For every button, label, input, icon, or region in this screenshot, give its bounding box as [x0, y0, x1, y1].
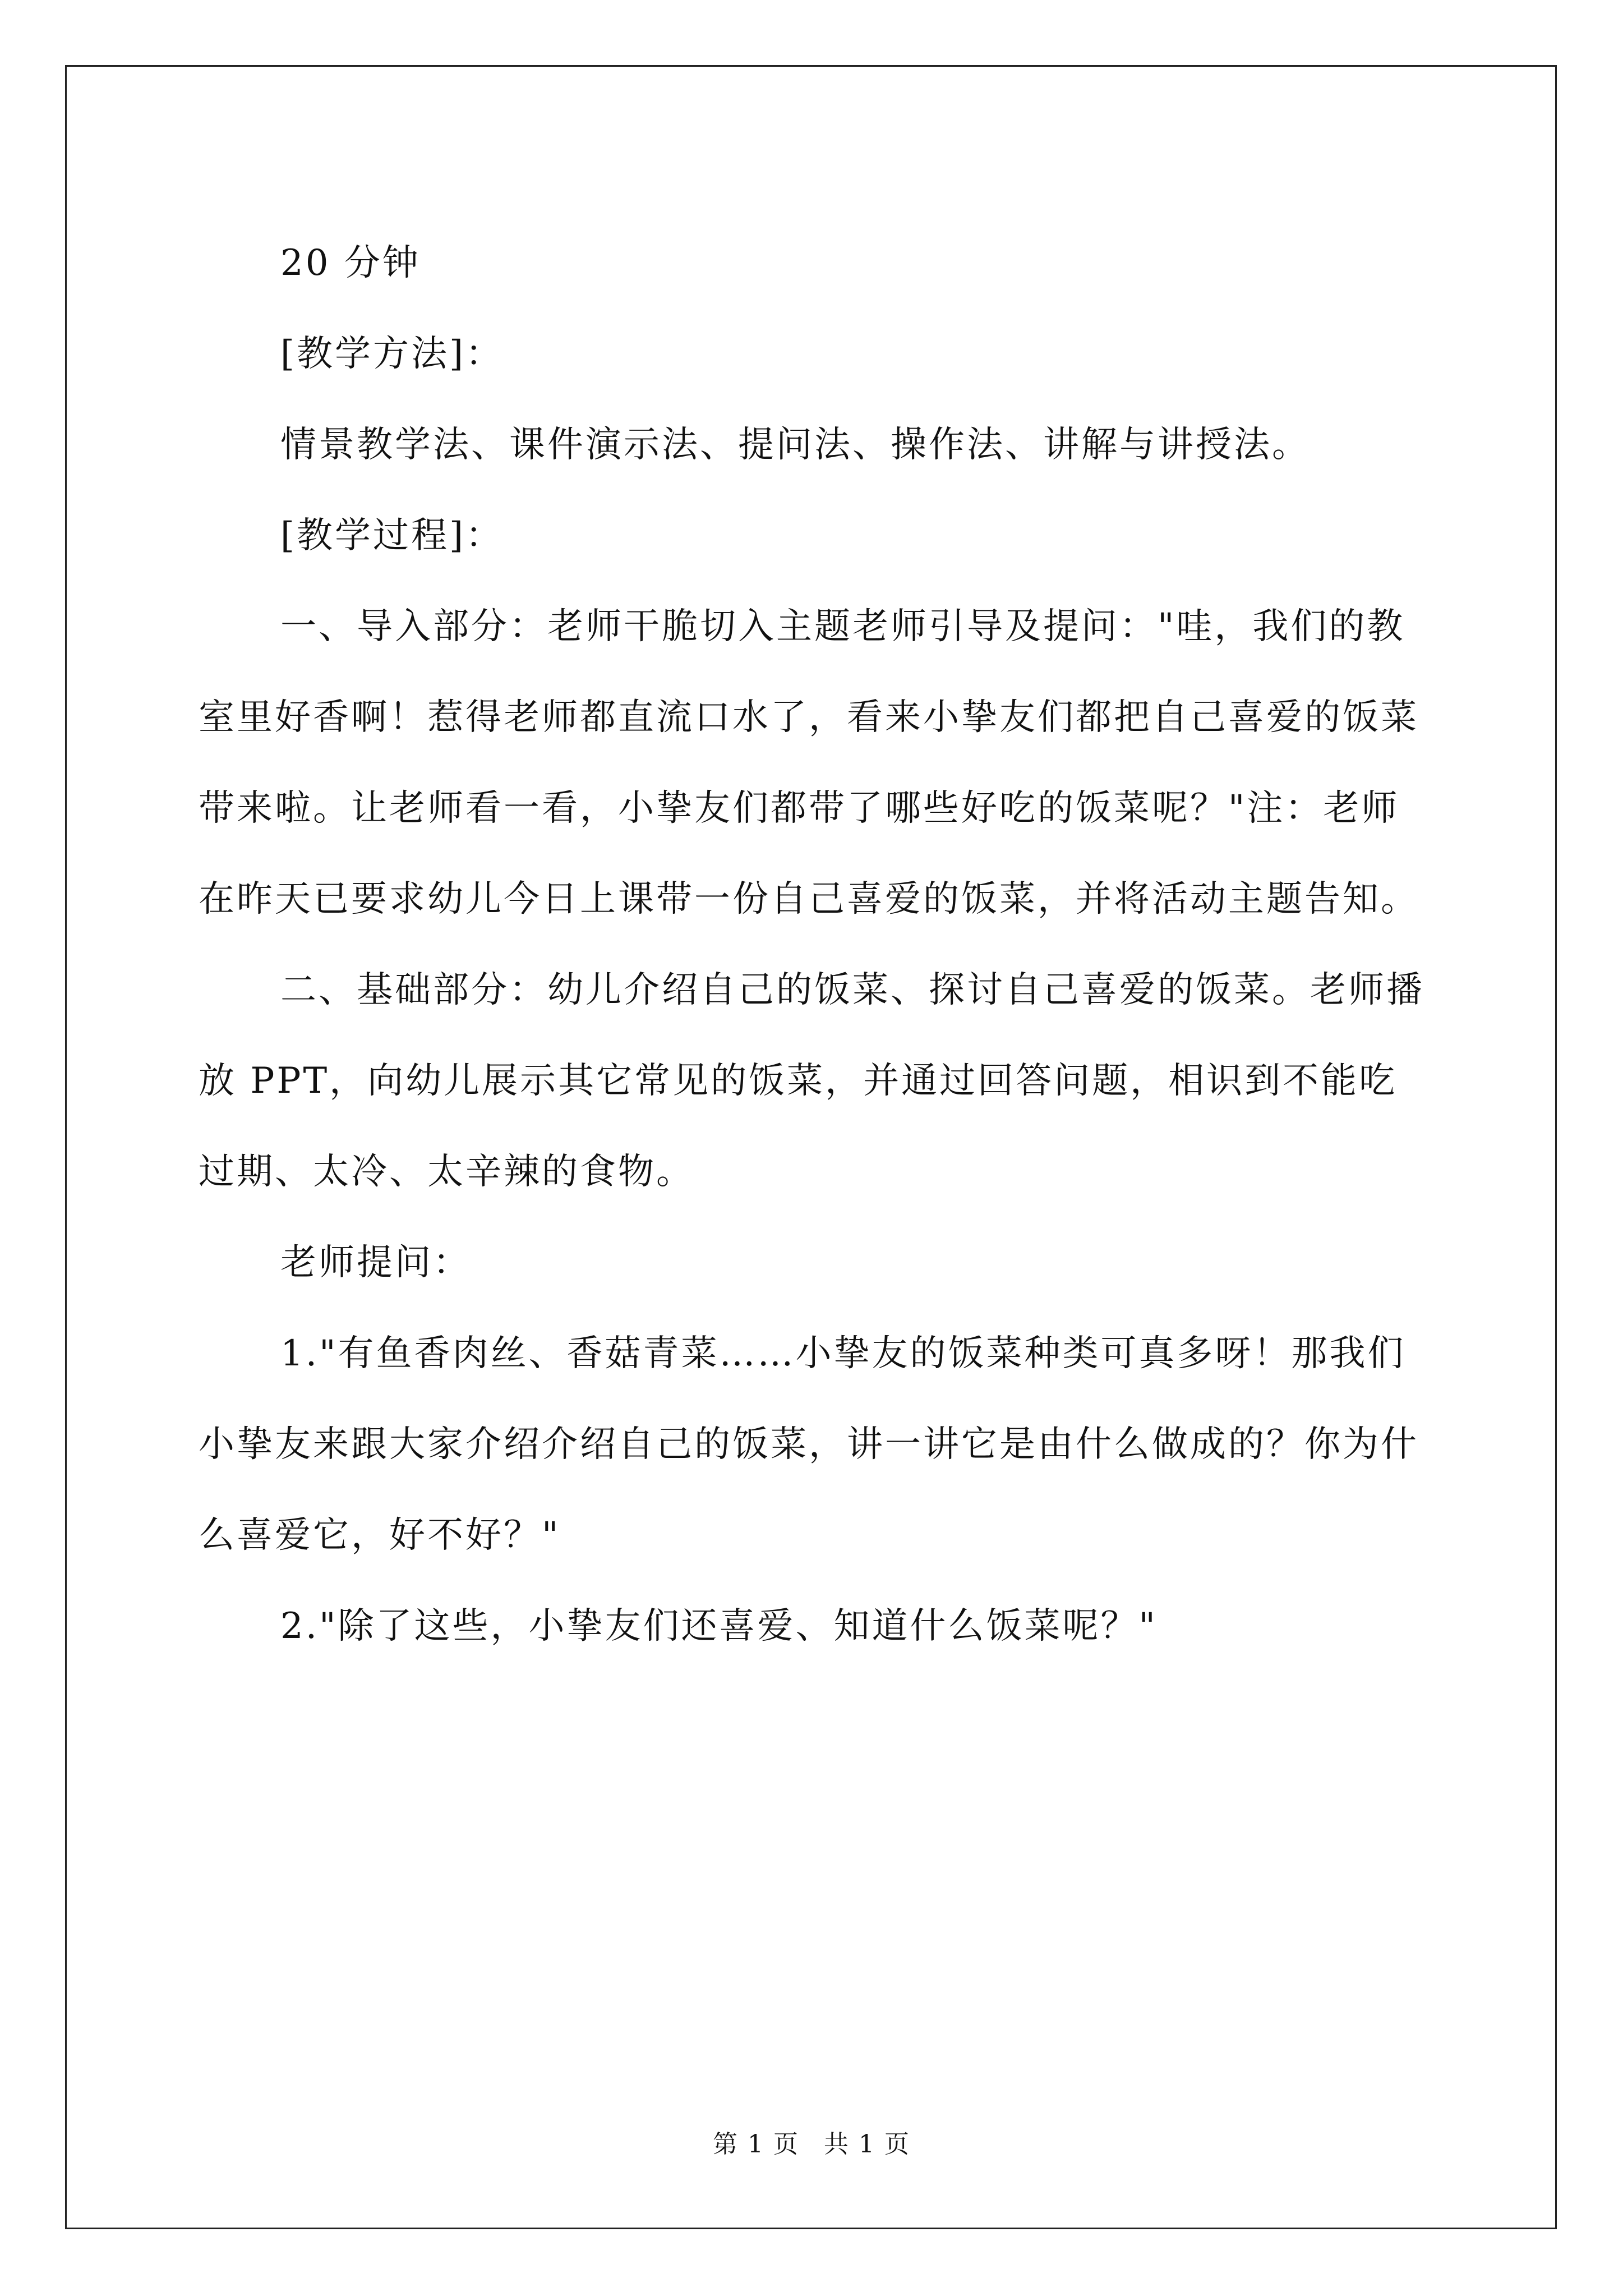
- page-number-current: 第 1 页: [713, 2130, 799, 2159]
- paragraph-duration: 20 分钟: [280, 242, 421, 284]
- paragraph-question-2: 2."除了这些，小挚友们还喜爱、知道什么饭菜呢？": [280, 1605, 1158, 1647]
- paragraph-process-heading: [教学过程]：: [280, 515, 504, 556]
- paragraph-methods: 情景教学法、课件演示法、提问法、操作法、讲解与讲授法。: [280, 424, 1310, 466]
- document-body: [199, 218, 1424, 1672]
- page-footer: [0, 2124, 1623, 2160]
- paragraph-methods-heading: [教学方法]：: [280, 333, 504, 375]
- paragraph-teacher-questions: 老师提问：: [280, 1242, 471, 1283]
- paragraph-basic-section: 二、基础部分：幼儿介绍自己的饭菜、探讨自己喜爱的饭菜。老师播放 PPT，向幼儿展示其它常见的饭菜，并通过回答问题，相识到不能吃过期、太冷、太辛辣的食物。: [199, 969, 1424, 1193]
- paragraph-question-1: 1."有鱼香肉丝、香菇青菜……小挚友的饭菜种类可真多呀！那我们小挚友来跟大家介绍介绍自己的饭菜，讲一讲它是由什么做成的？你为什么喜爱它，好不好？": [199, 1333, 1419, 1556]
- paragraph-intro-section: 一、导入部分：老师干脆切入主题老师引导及提问："哇，我们的教室里好香啊！惹得老师都直流口水了，看来小挚友们都把自己喜爱的饭菜带来啦。让老师看一看，小挚友们都带了哪些好吃的饭菜呢？"注：老师在昨天已要求幼儿今日上课带一份自己喜爱的饭菜，并将活动主题告知。: [199, 606, 1419, 920]
- page-number-total: 共 1 页: [824, 2130, 910, 2159]
